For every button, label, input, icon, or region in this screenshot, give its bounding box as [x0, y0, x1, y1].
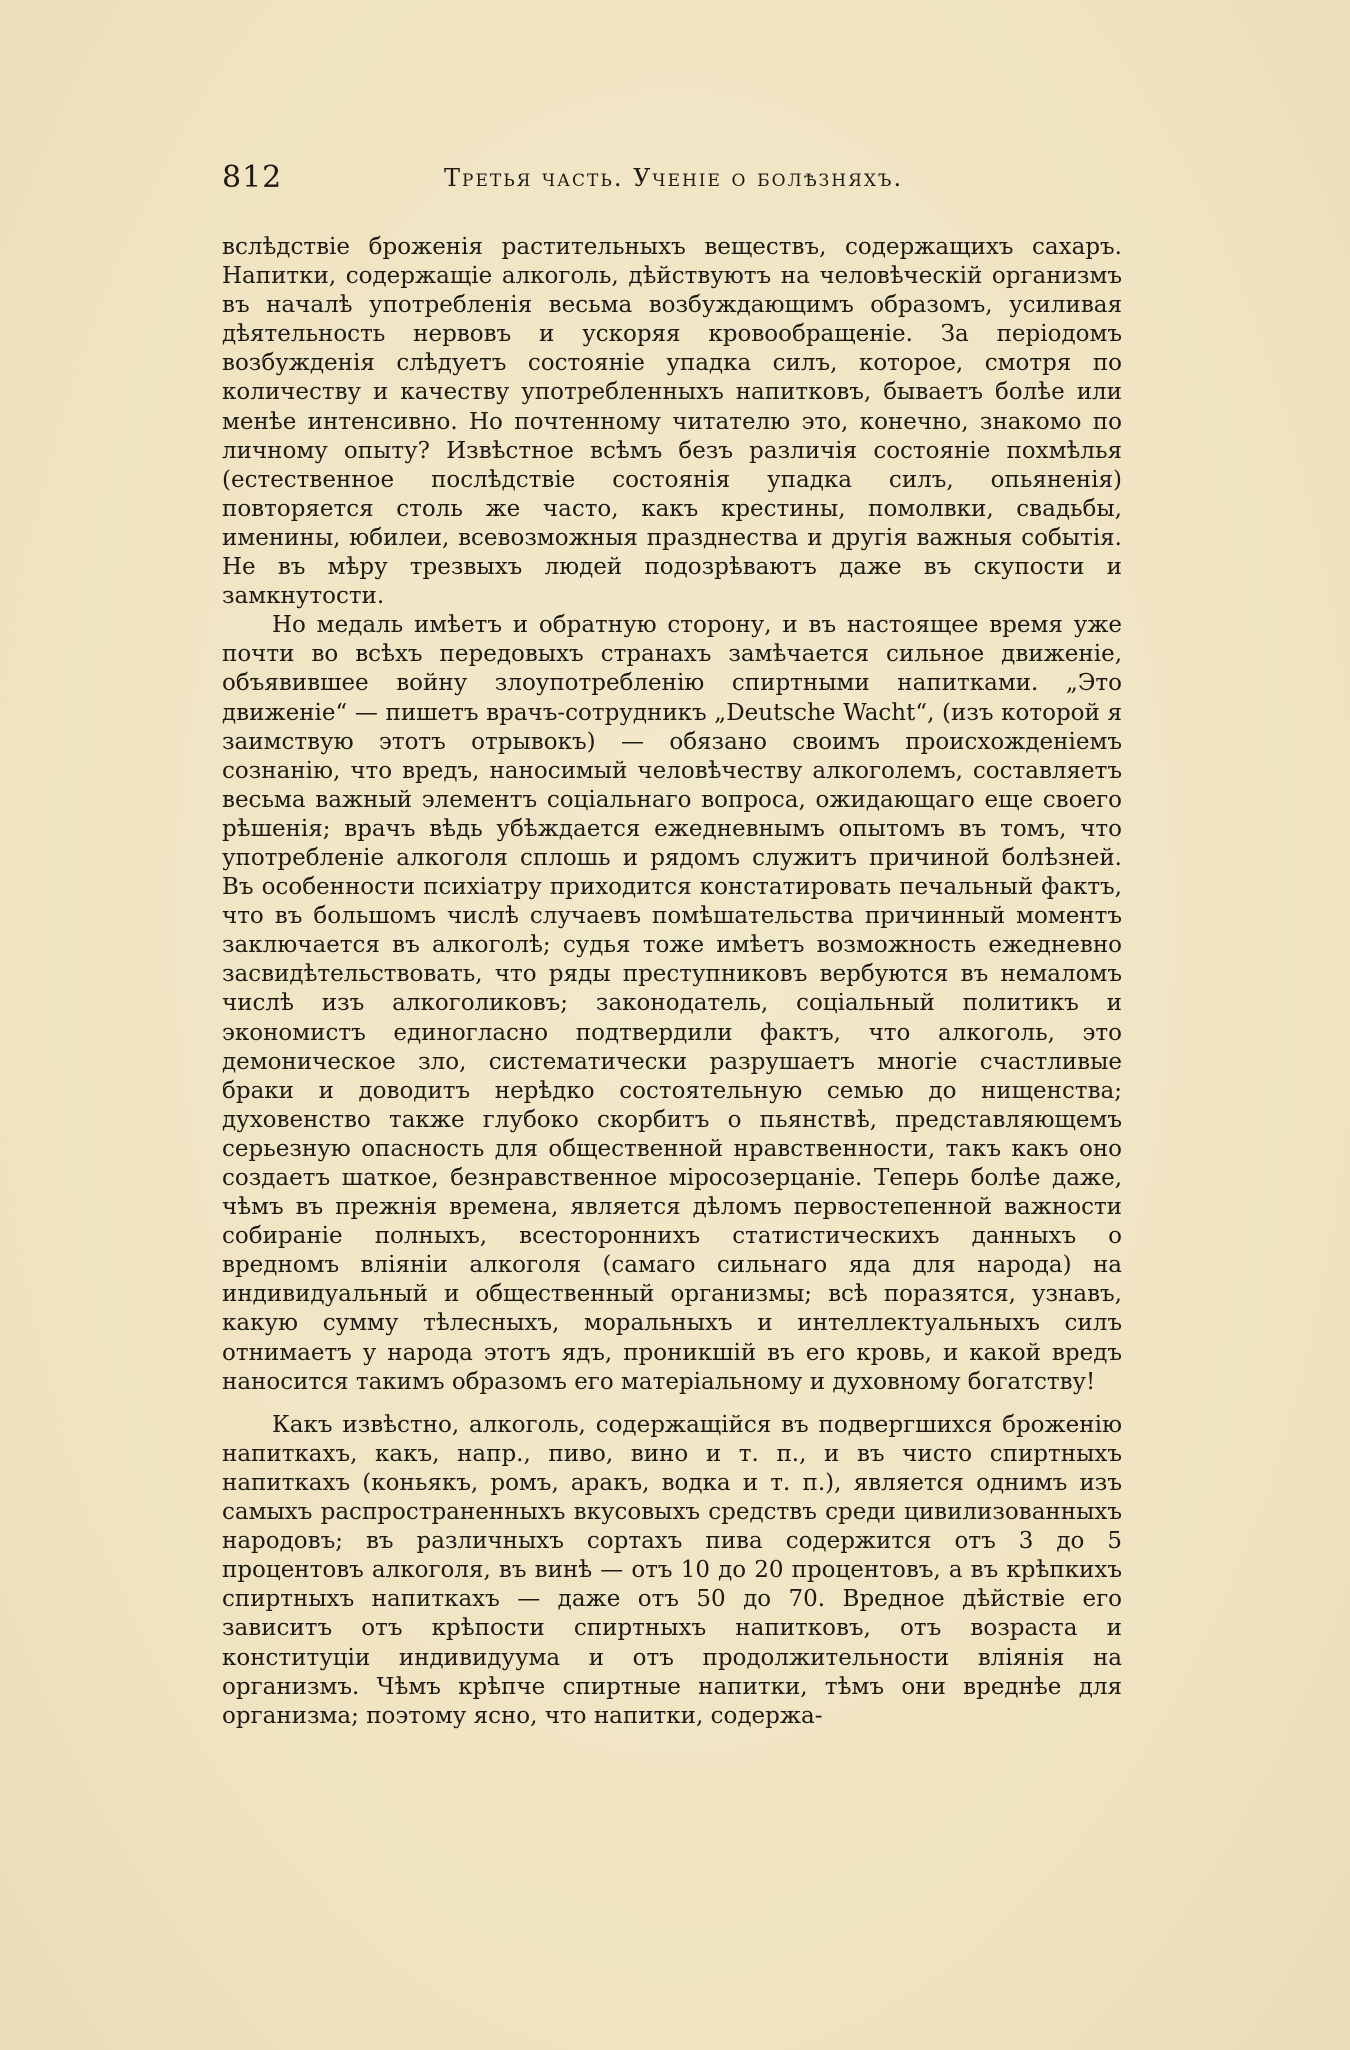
paragraph-continuation: вслѣдствіе броженія растительныхъ веществъ, содержащихъ сахаръ. Напитки, содержащіе алкоголь, дѣйствуютъ на человѣческій организмъ въ началѣ употребленія весьма возбуждающимъ образомъ, усиливая дѣятельность нервовъ и ускоряя кровообращеніе. За періодомъ возбужденія слѣдуетъ состояніе упадка силъ, которое, смотря по количеству и качеству употребленныхъ напитковъ, бываетъ болѣе или менѣе интенсивно. Но почтенному читателю это, конечно, знакомо по личному опыту? Извѣстное всѣмъ безъ различія состояніе похмѣлья (естественное послѣдствіе состоянія упадка силъ, опьяненія) повторяется столь же часто, какъ крестины, помолвки, свадьбы, именины, юбилеи, всевозможныя празднества и другія важныя событія. Не въ мѣру трезвыхъ людей подозрѣваютъ даже въ скупости и замкнутости. — [222, 234, 1122, 610]
paragraph-alcohol-content: Какъ извѣстно, алкоголь, содержащійся въ подвергшихся броженію напиткахъ, какъ, напр., пиво, вино и т. п., и въ чисто спиртныхъ напиткахъ (коньякъ, ромъ, аракъ, водка и т. п.), является однимъ изъ самыхъ распространенныхъ вкусовыхъ средствъ среди цивилизованныхъ народовъ; въ различныхъ сортахъ пива содержится отъ 3 до 5 процентовъ алкоголя, въ винѣ — отъ 10 до 20 процентовъ, а въ крѣпкихъ спиртныхъ напиткахъ — даже отъ 50 до 70. Вредное дѣйствіе его зависитъ отъ крѣпости спиртныхъ напитковъ, отъ возраста и конституціи индивидуума и отъ продолжительности вліянія на организмъ. Чѣмъ крѣпче спиртные напитки, тѣмъ они вреднѣе для организма; поэтому ясно, что напитки, содержа- — [222, 1411, 1122, 1729]
running-title: Третья часть. Ученіе о болѣзняхъ. — [444, 164, 904, 192]
page-header — [222, 160, 1122, 200]
paragraph-reverse-side: Но медаль имѣетъ и обратную сторону, и въ настоящее время уже почти во всѣхъ передовыхъ странахъ замѣчается сильное движеніе, объявившее войну злоупотребленію спиртными напитками. „Это движеніе“ — пишетъ врачъ-сотрудникъ „Deutsche Wacht“, (изъ которой я заимствую этотъ отрывокъ) — обязано своимъ происхожденіемъ сознанію, что вредъ, наносимый человѣчеству алкоголемъ, составляетъ весьма важный элементъ соціальнаго вопроса, ожидающаго еще своего рѣшенія; врачъ вѣдь убѣждается ежедневнымъ опытомъ въ томъ, что употребленіе алкоголя сплошь и рядомъ служитъ причиной болѣзней. Въ особенности психіатру приходится констатировать печальный фактъ, что въ большомъ числѣ случаевъ помѣшательства причинный моментъ заключается въ алкоголѣ; судья тоже имѣетъ возможность ежедневно засвидѣтельствовать, что ряды преступниковъ вербуются въ немаломъ числѣ изъ алкоголиковъ; законодатель, соціальный политикъ и экономистъ единогласно подтвердили фактъ, что алкоголь, это демоническое зло, систематически разрушаетъ многіе счастливые браки и доводитъ нерѣдко состоятельную семью до нищенства; духовенство также глубоко скорбитъ о пьянствѣ, представляющемъ серьезную опасность для общественной нравственности, такъ какъ оно создаетъ шаткое, безнравственное міросозерцаніе. Теперь болѣе даже, чѣмъ въ прежнія времена, является дѣломъ первостепенной важности собираніе полныхъ, всестороннихъ статистическихъ данныхъ о вредномъ вліяніи алкоголя (самаго сильнаго яда для народа) на индивидуальный и общественный организмы; всѣ поразятся, узнавъ, какую сумму тѣлесныхъ, моральныхъ и интеллектуальныхъ силъ отнимаетъ у народа этотъ ядъ, проникшій въ его кровь, и какой вредъ наносится такимъ образомъ его матеріальному и духовному богатству! — [222, 612, 1122, 1395]
page-number: 812 — [222, 160, 283, 195]
body-text — [222, 233, 1122, 1731]
